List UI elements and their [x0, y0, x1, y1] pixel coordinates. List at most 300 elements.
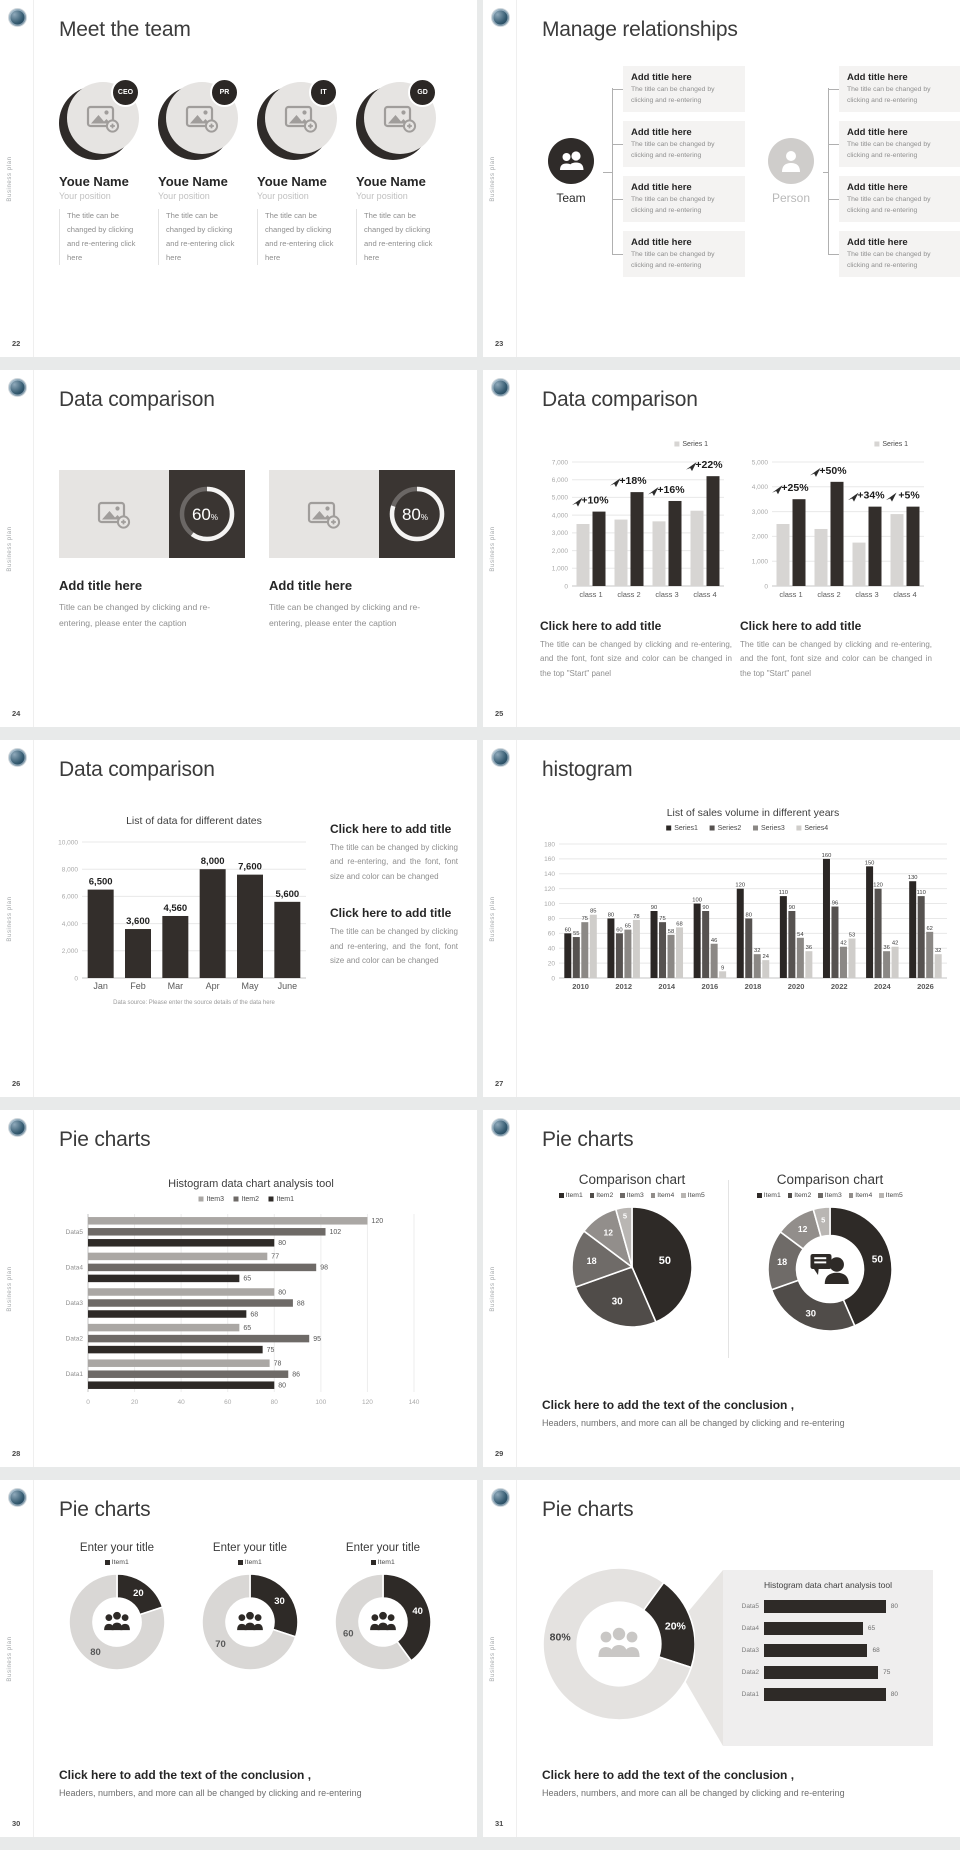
- conclusion-title: Click here to add the text of the conclusion ,: [542, 1768, 795, 1782]
- vertical-label: Business plan: [490, 895, 496, 942]
- legend-item: Item5: [681, 1192, 705, 1199]
- svg-text:Data source: Please enter the: Data source: Please enter the source details of the data here: [113, 1000, 275, 1006]
- slide-22[interactable]: [0, 0, 477, 357]
- svg-text:3,000: 3,000: [551, 530, 568, 538]
- page-number: 30: [12, 1819, 21, 1828]
- svg-text:80: 80: [607, 912, 615, 919]
- slide-title: Meet the team: [59, 18, 191, 41]
- svg-text:Data2: Data2: [65, 1335, 83, 1343]
- svg-text:60: 60: [564, 927, 572, 934]
- donut-chart: [202, 1574, 298, 1675]
- svg-text:102: 102: [329, 1229, 342, 1237]
- slide-31[interactable]: [483, 1480, 960, 1837]
- svg-text:50: 50: [871, 1254, 883, 1266]
- svg-text:18: 18: [777, 1256, 788, 1267]
- conclusion: [59, 1768, 459, 1798]
- block-title: Click here to add title: [330, 906, 452, 921]
- svg-text:class 1: class 1: [579, 590, 603, 599]
- chart-title: Histogram data chart analysis tool: [763, 1580, 893, 1590]
- avatar: [59, 82, 139, 162]
- list-item: Add title here The title can be changed by clicking and re-entering: [623, 66, 745, 112]
- role-badge: PR: [210, 78, 239, 107]
- comparison-cards: [59, 470, 455, 632]
- svg-text:53: 53: [848, 932, 856, 939]
- svg-text:60: 60: [343, 1628, 354, 1640]
- svg-text:2012: 2012: [615, 982, 633, 991]
- page-number: 27: [495, 1079, 504, 1088]
- team-items: [623, 66, 745, 277]
- svg-text:2026: 2026: [917, 982, 934, 991]
- svg-text:May: May: [241, 981, 259, 991]
- svg-text:+5%: +5%: [898, 489, 920, 502]
- conclusion-body: Headers, numbers, and more can all be changed by clicking and re-entering: [59, 1788, 362, 1798]
- svg-text:Series3: Series3: [761, 825, 785, 832]
- card-body: Title can be changed by clicking and re-entering, please enter the caption: [269, 602, 421, 629]
- card-body: Title can be changed by clicking and re-entering, please enter the caption: [59, 602, 211, 629]
- svg-text:class 1: class 1: [779, 590, 803, 599]
- svg-text:65: 65: [624, 923, 632, 930]
- svg-text:75: 75: [659, 916, 666, 923]
- svg-text:4,000: 4,000: [751, 484, 768, 492]
- chart-column: [540, 434, 732, 681]
- member-position: Your position: [257, 191, 309, 201]
- svg-text:Mar: Mar: [167, 981, 184, 991]
- block-body: The title can be changed by clicking and re-entering, and the font, font size and color can be changed: [330, 843, 458, 881]
- svg-text:120: 120: [735, 882, 746, 889]
- svg-text:2,000: 2,000: [751, 533, 768, 541]
- team-member-card: [356, 82, 442, 265]
- role-badge: CEO: [111, 78, 140, 107]
- conclusion: [542, 1768, 942, 1798]
- panel-divider: [728, 1180, 729, 1358]
- svg-text:10,000: 10,000: [58, 839, 78, 847]
- svg-text:98: 98: [320, 1264, 328, 1272]
- vertical-label: Business plan: [490, 155, 496, 202]
- chart-title: Comparison chart: [776, 1172, 884, 1187]
- legend-item: Item1: [371, 1559, 395, 1566]
- slide-30[interactable]: [0, 1480, 477, 1837]
- svg-text:110: 110: [778, 890, 788, 897]
- svg-text:Histogram data chart analysis: Histogram data chart analysis tool: [168, 1178, 334, 1190]
- svg-text:40: 40: [547, 945, 555, 953]
- svg-text:80: 80: [270, 1399, 278, 1406]
- person-items: [839, 66, 960, 277]
- svg-text:class 2: class 2: [817, 590, 841, 599]
- svg-text:24: 24: [762, 954, 769, 961]
- svg-text:70: 70: [215, 1638, 226, 1650]
- block-body: The title can be changed by clicking and re-entering, and the font, font size and color can be changed in the top "Start" panel: [540, 640, 732, 678]
- svg-text:List of data for different dat: List of data for different dates: [126, 815, 262, 827]
- role-badge: IT: [309, 78, 338, 107]
- svg-text:Jan: Jan: [93, 981, 108, 991]
- slide-25[interactable]: [483, 370, 960, 727]
- svg-text:58: 58: [667, 928, 675, 935]
- svg-text:90: 90: [702, 905, 709, 911]
- detail-bar-row: Data4 65: [733, 1622, 923, 1635]
- person-node: [759, 66, 823, 277]
- percent-gauge: [169, 470, 245, 558]
- svg-text:100: 100: [544, 900, 555, 908]
- svg-text:Data1: Data1: [65, 1371, 83, 1379]
- conclusion: [542, 1398, 942, 1428]
- svg-text:80: 80: [278, 1382, 287, 1390]
- svg-text:78: 78: [273, 1360, 282, 1368]
- svg-text:90: 90: [650, 905, 658, 911]
- team-member-card: [257, 82, 343, 265]
- member-desc: The title can be changed by clicking and re-entering click here: [59, 209, 145, 265]
- slide-title: Pie charts: [542, 1498, 634, 1521]
- svg-text:12: 12: [603, 1227, 613, 1238]
- slide-29[interactable]: [483, 1110, 960, 1467]
- comparison-card: [59, 470, 245, 632]
- vertical-label: Business plan: [490, 1265, 496, 1312]
- svg-text:80: 80: [745, 912, 752, 919]
- vertical-label: Business plan: [7, 1635, 13, 1682]
- chart-legend: [323, 1559, 443, 1566]
- svg-text:60: 60: [616, 927, 623, 934]
- svg-text:Feb: Feb: [130, 981, 146, 991]
- page-number: 31: [495, 1819, 504, 1828]
- donut-chart: [335, 1574, 431, 1675]
- svg-text:95: 95: [313, 1335, 322, 1343]
- svg-text:18: 18: [586, 1256, 597, 1267]
- svg-text:140: 140: [544, 871, 555, 879]
- svg-text:120: 120: [544, 885, 555, 893]
- image-placeholder-icon: [86, 103, 120, 133]
- svg-text:Series 1: Series 1: [882, 441, 909, 448]
- share-donut-chart: [543, 1568, 695, 1725]
- svg-text:0: 0: [86, 1399, 90, 1406]
- detail-bar-row: Data3 68: [733, 1644, 923, 1657]
- donut-panel: [738, 1172, 922, 1336]
- svg-text:32: 32: [934, 948, 942, 955]
- team-label: Team: [556, 191, 586, 206]
- card-title: Add title here: [269, 578, 353, 593]
- donut-panel: [190, 1542, 310, 1675]
- vertical-label: Business plan: [7, 895, 13, 942]
- team-icon: [558, 149, 584, 173]
- svg-text:160: 160: [544, 856, 555, 864]
- svg-text:120: 120: [361, 1399, 373, 1406]
- strip-divider: [33, 370, 34, 727]
- svg-text:6,500: 6,500: [88, 876, 113, 888]
- slide-title: histogram: [542, 758, 633, 781]
- member-position: Your position: [158, 191, 210, 201]
- percent-gauge: [379, 470, 455, 558]
- relationship-diagram: [539, 66, 960, 277]
- avatar: [257, 82, 337, 162]
- svg-text:Series4: Series4: [804, 825, 829, 832]
- person-label: Person: [771, 191, 811, 206]
- svg-text:36: 36: [883, 945, 890, 952]
- svg-text:20: 20: [547, 960, 555, 968]
- svg-text:78: 78: [633, 913, 640, 920]
- svg-text:75: 75: [581, 916, 589, 923]
- svg-text:+16%: +16%: [657, 483, 685, 496]
- svg-text:2016: 2016: [701, 982, 719, 991]
- legend-item: Item4: [849, 1192, 873, 1199]
- svg-text:4,000: 4,000: [61, 920, 78, 928]
- conclusion-body: Headers, numbers, and more can all be changed by clicking and re-entering: [542, 1788, 845, 1798]
- legend-item: Item3: [620, 1192, 644, 1199]
- svg-text:2024: 2024: [873, 982, 891, 991]
- svg-text:+10%: +10%: [581, 494, 609, 507]
- list-item: Add title here The title can be changed by clicking and re-entering: [839, 176, 960, 222]
- svg-text:List of sales volume in differ: List of sales volume in different years: [666, 807, 840, 819]
- detail-bar-row: Data5 80: [733, 1600, 923, 1613]
- vertical-label: Business plan: [7, 155, 13, 202]
- svg-text:9: 9: [721, 965, 725, 972]
- avatar: [356, 82, 436, 162]
- person-icon: [777, 148, 805, 174]
- svg-text:4,000: 4,000: [551, 512, 568, 520]
- svg-text:Data3: Data3: [65, 1300, 83, 1307]
- role-badge: GD: [408, 78, 437, 107]
- strip-divider: [516, 0, 517, 357]
- page-number: 22: [12, 339, 21, 348]
- svg-text:86: 86: [292, 1371, 301, 1379]
- list-item: Add title here The title can be changed by clicking and re-entering: [839, 231, 960, 277]
- block-body: The title can be changed by clicking and re-entering, and the font, font size and color can be changed: [330, 927, 458, 965]
- comparison-donut-chart: [768, 1207, 892, 1336]
- svg-text:96: 96: [831, 900, 839, 907]
- strip-divider: [516, 370, 517, 727]
- legend-item: Item5: [879, 1192, 903, 1199]
- svg-text:June: June: [277, 981, 298, 991]
- list-item: Add title here The title can be changed by clicking and re-entering: [839, 66, 960, 112]
- svg-text:120: 120: [371, 1218, 384, 1226]
- svg-text:42: 42: [891, 940, 899, 947]
- svg-text:60: 60: [224, 1399, 232, 1406]
- svg-text:160: 160: [821, 852, 832, 859]
- list-item: Add title here The title can be changed by clicking and re-entering: [623, 231, 745, 277]
- svg-text:5,000: 5,000: [551, 494, 568, 502]
- svg-text:0: 0: [74, 975, 78, 983]
- legend-item: Item1: [238, 1559, 262, 1566]
- conclusion-title: Click here to add the text of the conclusion ,: [542, 1398, 795, 1412]
- slide-28[interactable]: [0, 1110, 477, 1467]
- slide-27[interactable]: [483, 740, 960, 1097]
- svg-text:1,000: 1,000: [751, 558, 768, 566]
- svg-text:Data4: Data4: [65, 1264, 83, 1272]
- legend-item: Item1: [757, 1192, 781, 1199]
- vertical-label: Business plan: [7, 1265, 13, 1312]
- block-title: Click here to add title: [540, 619, 662, 633]
- image-placeholder-icon: [284, 103, 318, 133]
- svg-text:100: 100: [692, 897, 702, 904]
- svg-text:8,000: 8,000: [61, 866, 78, 874]
- page-number: 25: [495, 709, 504, 718]
- detail-bar-row: Data1 80: [733, 1688, 923, 1701]
- svg-text:1,000: 1,000: [551, 565, 568, 573]
- class-comparison-chart: [540, 434, 732, 609]
- monthly-data-chart: [46, 812, 314, 1015]
- svg-text:5,000: 5,000: [751, 459, 768, 467]
- svg-text:54: 54: [797, 931, 804, 938]
- svg-text:80%: 80%: [549, 1631, 571, 1644]
- card-title: Add title here: [59, 578, 143, 593]
- brand-logo-icon: [9, 749, 26, 766]
- svg-text:+25%: +25%: [781, 482, 809, 495]
- chart-legend: [57, 1559, 177, 1566]
- svg-text:0: 0: [764, 583, 768, 591]
- page-number: 23: [495, 339, 504, 348]
- detail-bar-row: Data2 75: [733, 1666, 923, 1679]
- svg-text:60: 60: [547, 930, 555, 938]
- chart-column: [740, 434, 932, 681]
- team-node: [539, 66, 603, 277]
- svg-text:class 4: class 4: [893, 590, 917, 599]
- member-name: Youe Name: [356, 174, 426, 189]
- member-desc: The title can be changed by clicking and re-entering click here: [158, 209, 244, 265]
- vertical-label: Business plan: [490, 525, 496, 572]
- strip-divider: [516, 1110, 517, 1467]
- svg-text:2,000: 2,000: [61, 948, 78, 956]
- slide-23[interactable]: [483, 0, 960, 357]
- svg-text:46: 46: [710, 937, 718, 944]
- member-name: Youe Name: [59, 174, 129, 189]
- svg-text:Item3: Item3: [206, 1196, 225, 1203]
- svg-text:7,600: 7,600: [238, 861, 262, 873]
- svg-text:30: 30: [805, 1308, 817, 1320]
- page-number: 26: [12, 1079, 21, 1088]
- brand-logo-icon: [492, 9, 509, 26]
- conclusion-body: Headers, numbers, and more can all be changed by clicking and re-entering: [542, 1418, 845, 1428]
- sales-volume-chart: [533, 804, 951, 1001]
- svg-text:7,000: 7,000: [551, 459, 568, 467]
- svg-text:Item2: Item2: [241, 1196, 260, 1203]
- svg-text:90: 90: [788, 905, 796, 911]
- svg-text:Series 1: Series 1: [682, 441, 709, 448]
- chart-legend: [738, 1192, 922, 1199]
- svg-text:30: 30: [611, 1296, 623, 1308]
- text-blocks: [330, 822, 458, 990]
- svg-text:6,000: 6,000: [61, 893, 78, 901]
- brand-logo-icon: [9, 1489, 26, 1506]
- svg-text:77: 77: [271, 1253, 280, 1261]
- chart-title: Comparison chart: [578, 1172, 686, 1187]
- svg-text:8,000: 8,000: [200, 856, 225, 868]
- slide-26[interactable]: [0, 740, 477, 1097]
- svg-text:class 3: class 3: [655, 590, 679, 599]
- strip-divider: [33, 740, 34, 1097]
- strip-divider: [516, 740, 517, 1097]
- detail-panel: [723, 1570, 933, 1746]
- svg-text:80: 80: [278, 1289, 287, 1297]
- member-name: Youe Name: [257, 174, 327, 189]
- svg-text:80%: 80%: [401, 505, 429, 524]
- svg-text:5: 5: [821, 1215, 826, 1225]
- brand-logo-icon: [9, 1119, 26, 1136]
- svg-text:32: 32: [754, 948, 761, 955]
- svg-text:3,000: 3,000: [751, 508, 768, 516]
- image-placeholder-icon: [383, 103, 417, 133]
- image-placeholder-icon: [307, 499, 341, 529]
- slide-title: Pie charts: [59, 1128, 151, 1151]
- svg-text:180: 180: [544, 841, 555, 849]
- svg-text:class 4: class 4: [693, 590, 717, 599]
- block-title: Click here to add title: [330, 822, 452, 836]
- svg-text:65: 65: [243, 1324, 252, 1332]
- svg-text:42: 42: [840, 940, 847, 947]
- page-number: 29: [495, 1449, 504, 1458]
- donut-panel: [57, 1542, 177, 1675]
- svg-text:80: 80: [278, 1240, 287, 1248]
- svg-text:20: 20: [130, 1399, 139, 1406]
- svg-text:88: 88: [296, 1300, 305, 1308]
- svg-text:36: 36: [805, 945, 813, 952]
- svg-text:6,000: 6,000: [551, 477, 568, 485]
- legend-item: Item2: [590, 1192, 614, 1199]
- strip-divider: [33, 1110, 34, 1467]
- svg-text:Data5: Data5: [65, 1228, 83, 1236]
- svg-text:120: 120: [873, 882, 883, 889]
- legend-item: Item1: [105, 1559, 129, 1566]
- svg-text:5,600: 5,600: [275, 888, 300, 900]
- class-comparison-chart: [740, 434, 932, 609]
- svg-text:2010: 2010: [572, 982, 589, 991]
- svg-text:2020: 2020: [787, 982, 805, 991]
- brand-logo-icon: [492, 379, 509, 396]
- svg-text:class 2: class 2: [617, 590, 641, 599]
- svg-text:150: 150: [864, 860, 875, 867]
- slide-24[interactable]: [0, 370, 477, 727]
- svg-text:3,600: 3,600: [126, 916, 150, 928]
- vertical-label: Business plan: [7, 525, 13, 572]
- svg-text:Series1: Series1: [674, 825, 698, 832]
- page-number: 28: [12, 1449, 21, 1458]
- list-item: Add title here The title can be changed by clicking and re-entering: [623, 121, 745, 167]
- svg-text:0: 0: [564, 583, 568, 591]
- legend-item: Item4: [651, 1192, 675, 1199]
- slide-title: Data comparison: [59, 388, 215, 411]
- svg-text:68: 68: [250, 1311, 259, 1319]
- member-name: Youe Name: [158, 174, 228, 189]
- brand-logo-icon: [9, 379, 26, 396]
- slide-title: Manage relationships: [542, 18, 738, 41]
- svg-text:20%: 20%: [664, 1620, 686, 1633]
- svg-text:60%: 60%: [191, 505, 219, 524]
- block-title: Click here to add title: [740, 619, 862, 633]
- brand-logo-icon: [492, 1119, 509, 1136]
- strip-divider: [33, 1480, 34, 1837]
- list-item: Add title here The title can be changed by clicking and re-entering: [623, 176, 745, 222]
- svg-text:62: 62: [926, 925, 933, 932]
- chart-title: Enter your title: [345, 1542, 421, 1554]
- svg-text:12: 12: [797, 1224, 808, 1235]
- chart-legend: [540, 1192, 724, 1199]
- member-position: Your position: [59, 191, 111, 201]
- svg-text:2,000: 2,000: [551, 547, 568, 555]
- svg-text:130: 130: [907, 875, 918, 882]
- svg-text:+50%: +50%: [819, 464, 847, 477]
- svg-text:+34%: +34%: [857, 489, 885, 502]
- team-members: [59, 82, 442, 265]
- brand-logo-icon: [492, 749, 509, 766]
- svg-text:40: 40: [412, 1606, 423, 1618]
- conclusion-title: Click here to add the text of the conclusion ,: [59, 1768, 312, 1782]
- avatar: [158, 82, 238, 162]
- slide-title: Data comparison: [59, 758, 215, 781]
- list-item: Add title here The title can be changed by clicking and re-entering: [839, 121, 960, 167]
- svg-text:0: 0: [551, 975, 555, 983]
- strip-divider: [516, 1480, 517, 1837]
- legend-item: Item3: [818, 1192, 842, 1199]
- member-desc: The title can be changed by clicking and re-entering click here: [356, 209, 442, 265]
- donut-panel: [323, 1542, 443, 1675]
- image-placeholder-icon: [185, 103, 219, 133]
- svg-text:68: 68: [676, 921, 683, 928]
